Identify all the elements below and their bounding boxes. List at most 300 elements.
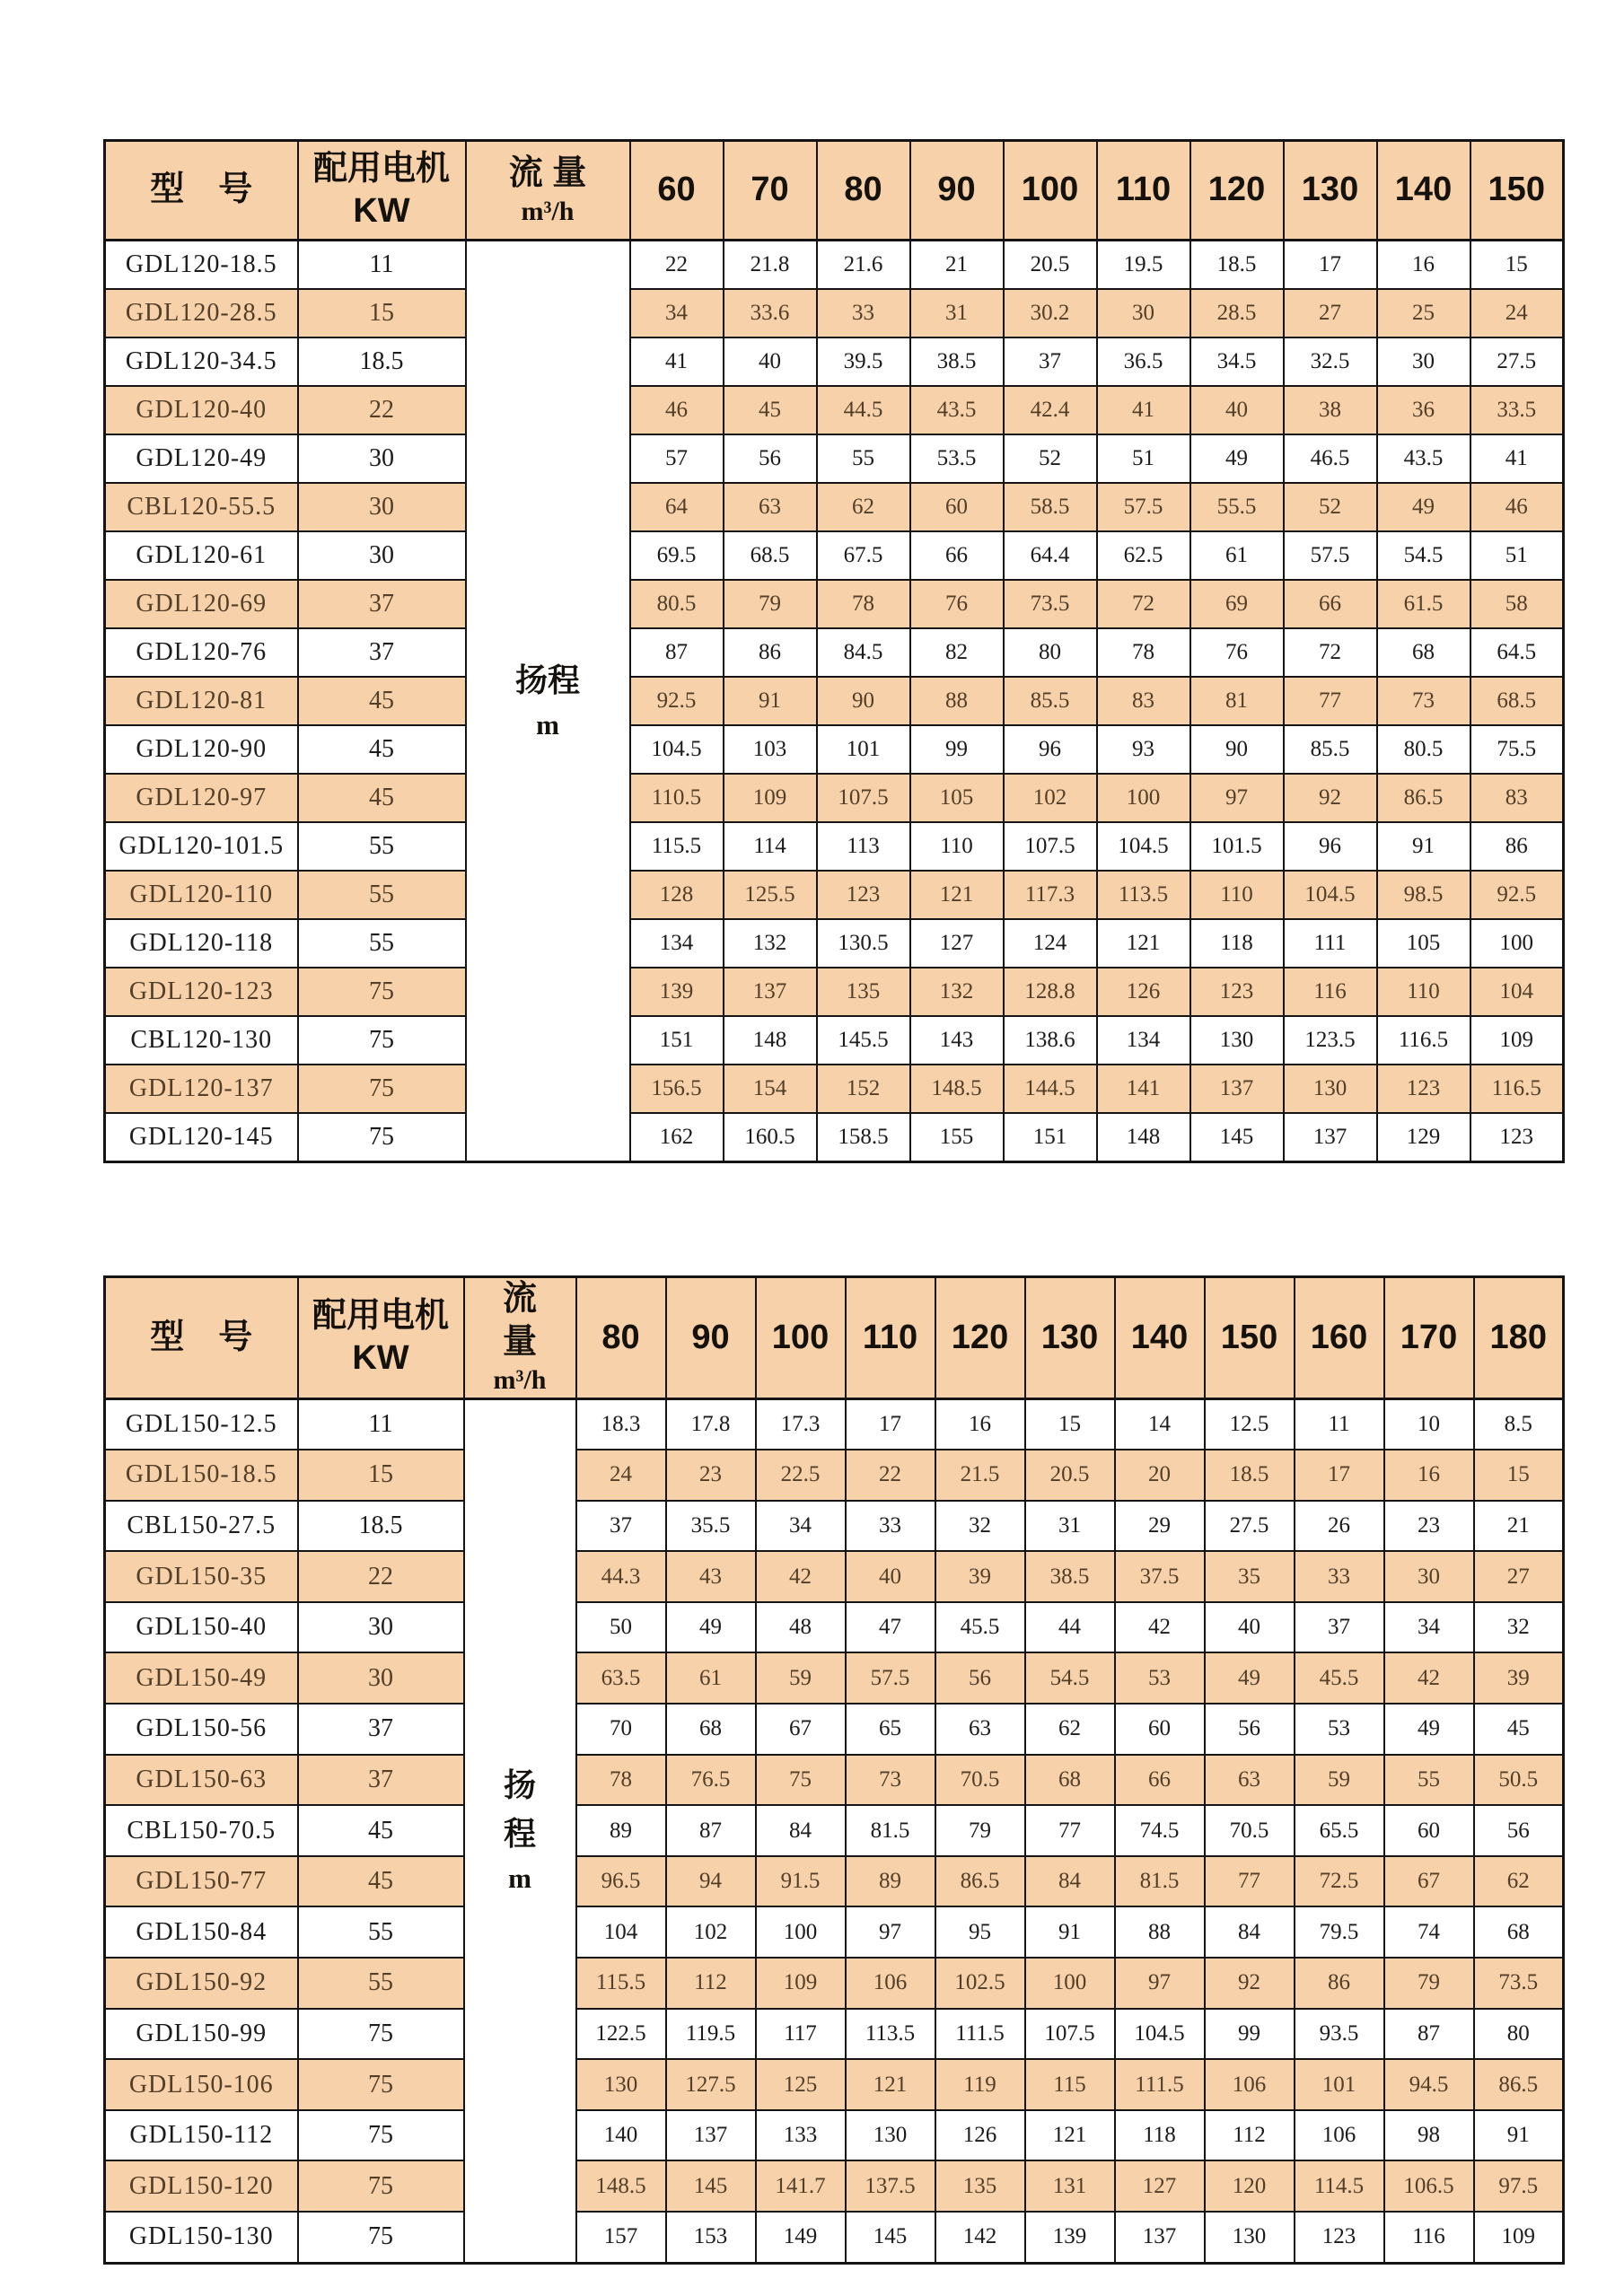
head-value-cell: 126 — [935, 2110, 1025, 2161]
model-cell: GDL120-145 — [105, 1113, 298, 1162]
head-value-cell: 132 — [910, 968, 1004, 1016]
head-value-cell: 158.5 — [817, 1113, 910, 1162]
table-row — [105, 1551, 1564, 1602]
head-value-cell: 67.5 — [817, 531, 910, 580]
head-value-cell: 19.5 — [1097, 241, 1190, 290]
head-value-cell: 129 — [1377, 1113, 1470, 1162]
head-value-cell: 46 — [630, 386, 724, 434]
head-value-cell: 34 — [630, 289, 724, 337]
col-header-flow-80: 80 — [817, 141, 910, 241]
model-cell: GDL120-76 — [105, 628, 298, 677]
col-header-flow-130: 130 — [1025, 1277, 1115, 1399]
head-value-cell: 24 — [1470, 289, 1564, 337]
head-value-cell: 70.5 — [935, 1755, 1025, 1806]
head-value-cell: 86 — [1470, 822, 1564, 871]
head-unit-line: m — [508, 1862, 531, 1895]
pump-table-gdl120 — [103, 139, 1565, 1163]
motor-kw-cell: 11 — [298, 1398, 464, 1450]
head-value-cell: 73 — [1377, 677, 1470, 725]
head-value-cell: 30 — [1097, 289, 1190, 337]
head-value-cell: 63 — [724, 483, 817, 531]
head-value-cell: 104.5 — [1115, 2009, 1205, 2060]
head-value-cell: 118 — [1190, 919, 1284, 968]
head-value-cell: 45.5 — [1295, 1652, 1384, 1704]
head-unit-line: m — [536, 708, 559, 741]
head-value-cell: 87 — [666, 1805, 756, 1856]
head-value-cell: 63 — [935, 1704, 1025, 1755]
head-value-cell: 142 — [935, 2212, 1025, 2263]
head-value-cell: 42 — [756, 1551, 846, 1602]
head-value-cell: 109 — [1474, 2212, 1564, 2263]
head-value-cell: 65 — [846, 1704, 935, 1755]
model-cell: GDL120-101.5 — [105, 822, 298, 871]
head-value-cell: 32 — [1474, 1602, 1564, 1653]
col-header-flow-100: 100 — [756, 1277, 846, 1399]
head-value-cell: 162 — [630, 1113, 724, 1162]
col-header-motor-kw — [298, 141, 466, 241]
head-value-cell: 28.5 — [1190, 289, 1284, 337]
head-value-cell: 52 — [1004, 434, 1097, 483]
head-value-cell: 64 — [630, 483, 724, 531]
head-value-cell: 64.5 — [1470, 628, 1564, 677]
motor-kw-cell: 30 — [298, 434, 466, 483]
head-value-cell: 77 — [1284, 677, 1377, 725]
head-value-cell: 52 — [1284, 483, 1377, 531]
head-value-cell: 42 — [1115, 1602, 1205, 1653]
head-value-cell: 92 — [1205, 1958, 1295, 2009]
col-header-flow-160: 160 — [1295, 1277, 1384, 1399]
head-value-cell: 75 — [756, 1755, 846, 1806]
motor-kw-cell: 37 — [298, 580, 466, 628]
model-cell: GDL120-118 — [105, 919, 298, 968]
head-value-cell: 110 — [1190, 871, 1284, 919]
head-value-cell: 148 — [724, 1016, 817, 1065]
head-value-cell: 119.5 — [666, 2009, 756, 2060]
head-value-cell: 102 — [1004, 774, 1097, 822]
head-value-cell: 23 — [1384, 1501, 1474, 1552]
head-value-cell: 134 — [1097, 1016, 1190, 1065]
head-value-cell: 106 — [1205, 2059, 1295, 2110]
head-value-cell: 101 — [817, 725, 910, 774]
head-value-cell: 77 — [1025, 1805, 1115, 1856]
head-value-cell: 110 — [910, 822, 1004, 871]
head-value-cell: 72 — [1097, 580, 1190, 628]
model-cell: GDL120-123 — [105, 968, 298, 1016]
head-value-cell: 21.8 — [724, 241, 817, 290]
head-value-cell: 130 — [576, 2059, 666, 2110]
head-value-cell: 12.5 — [1205, 1398, 1295, 1450]
motor-kw-cell: 30 — [298, 483, 466, 531]
head-value-cell: 109 — [724, 774, 817, 822]
table-row — [105, 483, 1564, 531]
head-value-cell: 68.5 — [724, 531, 817, 580]
head-value-cell: 80.5 — [630, 580, 724, 628]
head-value-cell: 84.5 — [817, 628, 910, 677]
col-header-flow-180: 180 — [1474, 1277, 1564, 1399]
head-value-cell: 30 — [1377, 337, 1470, 386]
motor-kw-cell: 55 — [298, 919, 466, 968]
head-value-cell: 33 — [817, 289, 910, 337]
head-value-cell: 137 — [666, 2110, 756, 2161]
table-row — [105, 434, 1564, 483]
head-value-cell: 57 — [630, 434, 724, 483]
table-row — [105, 871, 1564, 919]
head-value-cell: 117 — [756, 2009, 846, 2060]
head-value-cell: 62 — [1474, 1856, 1564, 1907]
head-value-cell: 80 — [1474, 2009, 1564, 2060]
motor-kw-cell: 55 — [298, 871, 466, 919]
head-value-cell: 32.5 — [1284, 337, 1377, 386]
head-value-cell: 145 — [666, 2160, 756, 2212]
head-value-cell: 76 — [1190, 628, 1284, 677]
header-line: 配用电机 — [312, 1296, 449, 1335]
head-value-cell: 40 — [846, 1551, 935, 1602]
head-value-cell: 68 — [1025, 1755, 1115, 1806]
head-value-cell: 76 — [910, 580, 1004, 628]
model-cell: CBL150-27.5 — [105, 1501, 298, 1552]
head-value-cell: 21.6 — [817, 241, 910, 290]
header-line: 流 量 — [508, 153, 587, 192]
col-header-flow-70: 70 — [724, 141, 817, 241]
head-value-cell: 23 — [666, 1450, 756, 1501]
head-value-cell: 103 — [724, 725, 817, 774]
head-value-cell: 62.5 — [1097, 531, 1190, 580]
head-value-cell: 36.5 — [1097, 337, 1190, 386]
head-value-cell: 100 — [1470, 919, 1564, 968]
head-value-cell: 91 — [1474, 2110, 1564, 2161]
head-value-cell: 16 — [1377, 241, 1470, 290]
head-value-cell: 17.8 — [666, 1398, 756, 1450]
head-value-cell: 160.5 — [724, 1113, 817, 1162]
head-value-cell: 22.5 — [756, 1450, 846, 1501]
model-cell: GDL120-110 — [105, 871, 298, 919]
head-value-cell: 33.6 — [724, 289, 817, 337]
head-value-cell: 49 — [666, 1602, 756, 1653]
head-value-cell: 41 — [630, 337, 724, 386]
header-line: KW — [352, 1339, 409, 1378]
head-value-cell: 38.5 — [1025, 1551, 1115, 1602]
head-value-cell: 98.5 — [1377, 871, 1470, 919]
model-cell: GDL150-56 — [105, 1704, 298, 1755]
head-value-cell: 128.8 — [1004, 968, 1097, 1016]
table-row — [105, 1398, 1564, 1450]
head-value-cell: 156.5 — [630, 1065, 724, 1113]
head-value-cell: 33 — [1295, 1551, 1384, 1602]
motor-kw-cell: 30 — [298, 531, 466, 580]
head-value-cell: 134 — [630, 919, 724, 968]
head-value-cell: 44.3 — [576, 1551, 666, 1602]
head-value-cell: 57.5 — [846, 1652, 935, 1704]
head-value-cell: 50.5 — [1474, 1755, 1564, 1806]
head-value-cell: 21 — [910, 241, 1004, 290]
head-value-cell: 83 — [1470, 774, 1564, 822]
head-value-cell: 100 — [756, 1906, 846, 1958]
head-value-cell: 126 — [1097, 968, 1190, 1016]
head-value-cell: 137 — [1190, 1065, 1284, 1113]
head-value-cell: 123 — [1190, 968, 1284, 1016]
head-value-cell: 119 — [935, 2059, 1025, 2110]
col-header-flow-80: 80 — [576, 1277, 666, 1399]
head-value-cell: 53.5 — [910, 434, 1004, 483]
head-value-cell: 74 — [1384, 1906, 1474, 1958]
head-value-cell: 101.5 — [1190, 822, 1284, 871]
head-value-cell: 15 — [1470, 241, 1564, 290]
head-value-cell: 16 — [935, 1398, 1025, 1450]
head-unit-line: 扬程 — [514, 661, 580, 698]
head-value-cell: 49 — [1384, 1704, 1474, 1755]
head-value-cell: 98 — [1384, 2110, 1474, 2161]
table-row — [105, 2059, 1564, 2110]
table-row — [105, 1755, 1564, 1806]
head-value-cell: 43.5 — [910, 386, 1004, 434]
head-value-cell: 29 — [1115, 1501, 1205, 1552]
head-value-cell: 113 — [817, 822, 910, 871]
motor-kw-cell: 75 — [298, 1016, 466, 1065]
head-value-cell: 107.5 — [1004, 822, 1097, 871]
head-value-cell: 122.5 — [576, 2009, 666, 2060]
table-row — [105, 1501, 1564, 1552]
head-value-cell: 137 — [724, 968, 817, 1016]
head-value-cell: 63 — [1205, 1755, 1295, 1806]
header-line: 配用电机 — [312, 149, 450, 188]
head-value-cell: 148.5 — [576, 2160, 666, 2212]
motor-kw-cell: 45 — [298, 1805, 464, 1856]
head-value-cell: 56 — [935, 1652, 1025, 1704]
head-value-cell: 68 — [1377, 628, 1470, 677]
table-row — [105, 1113, 1564, 1162]
head-value-cell: 84 — [1025, 1856, 1115, 1907]
head-value-cell: 58 — [1470, 580, 1564, 628]
head-value-cell: 100 — [1097, 774, 1190, 822]
head-value-cell: 92 — [1284, 774, 1377, 822]
head-value-cell: 107.5 — [1025, 2009, 1115, 2060]
head-value-cell: 46 — [1470, 483, 1564, 531]
table-row — [105, 580, 1564, 628]
head-value-cell: 123 — [1377, 1065, 1470, 1113]
head-value-cell: 61.5 — [1377, 580, 1470, 628]
head-value-cell: 95 — [935, 1906, 1025, 1958]
head-value-cell: 115.5 — [576, 1958, 666, 2009]
head-value-cell: 130 — [1205, 2212, 1295, 2263]
head-value-cell: 104.5 — [630, 725, 724, 774]
head-value-cell: 123 — [1295, 2212, 1384, 2263]
head-value-cell: 18.5 — [1190, 241, 1284, 290]
head-value-cell: 69.5 — [630, 531, 724, 580]
model-cell: GDL150-84 — [105, 1906, 298, 1958]
header-line: m³/h — [521, 197, 575, 226]
head-value-cell: 88 — [910, 677, 1004, 725]
head-value-cell: 100 — [1025, 1958, 1115, 2009]
table-row — [105, 289, 1564, 337]
head-value-cell: 20.5 — [1025, 1450, 1115, 1501]
table-row — [105, 1958, 1564, 2009]
head-value-cell: 11 — [1295, 1398, 1384, 1450]
head-value-cell: 73.5 — [1474, 1958, 1564, 2009]
head-value-cell: 127 — [910, 919, 1004, 968]
head-unit-merged-cell — [466, 241, 630, 1162]
head-value-cell: 41 — [1470, 434, 1564, 483]
head-value-cell: 106 — [846, 1958, 935, 2009]
head-value-cell: 110.5 — [630, 774, 724, 822]
head-value-cell: 51 — [1470, 531, 1564, 580]
head-value-cell: 88 — [1115, 1906, 1205, 1958]
head-value-cell: 139 — [630, 968, 724, 1016]
motor-kw-cell: 75 — [298, 968, 466, 1016]
model-cell: GDL120-40 — [105, 386, 298, 434]
head-value-cell: 149 — [756, 2212, 846, 2263]
head-value-cell: 116 — [1384, 2212, 1474, 2263]
head-value-cell: 69 — [1190, 580, 1284, 628]
col-header-model: 型 号 — [105, 1277, 298, 1399]
head-value-cell: 111.5 — [935, 2009, 1025, 2060]
head-value-cell: 85.5 — [1284, 725, 1377, 774]
head-value-cell: 87 — [630, 628, 724, 677]
head-value-cell: 66 — [1115, 1755, 1205, 1806]
head-value-cell: 130 — [846, 2110, 935, 2161]
table-row — [105, 968, 1564, 1016]
head-value-cell: 54.5 — [1377, 531, 1470, 580]
head-value-cell: 113.5 — [1097, 871, 1190, 919]
motor-kw-cell: 75 — [298, 2059, 464, 2110]
head-value-cell: 109 — [1470, 1016, 1564, 1065]
head-value-cell: 16 — [1384, 1450, 1474, 1501]
head-value-cell: 91 — [724, 677, 817, 725]
head-unit-line: 扬 — [503, 1766, 536, 1804]
col-header-flow-100: 100 — [1004, 141, 1097, 241]
head-value-cell: 79 — [935, 1805, 1025, 1856]
head-value-cell: 92.5 — [630, 677, 724, 725]
motor-kw-cell: 11 — [298, 241, 466, 290]
model-cell: GDL150-77 — [105, 1856, 298, 1907]
head-value-cell: 131 — [1025, 2160, 1115, 2212]
table-row — [105, 1856, 1564, 1907]
motor-kw-cell: 30 — [298, 1652, 464, 1704]
motor-kw-cell: 37 — [298, 1755, 464, 1806]
head-value-cell: 34 — [1384, 1602, 1474, 1653]
col-header-flow-90: 90 — [910, 141, 1004, 241]
motor-kw-cell: 45 — [298, 774, 466, 822]
head-value-cell: 145 — [846, 2212, 935, 2263]
head-value-cell: 47 — [846, 1602, 935, 1653]
model-cell: CBL150-70.5 — [105, 1805, 298, 1856]
head-value-cell: 81.5 — [1115, 1856, 1205, 1907]
head-value-cell: 118 — [1115, 2110, 1205, 2161]
table-row — [105, 386, 1564, 434]
head-value-cell: 85.5 — [1004, 677, 1097, 725]
col-header-flow-110: 110 — [1097, 141, 1190, 241]
head-value-cell: 33 — [846, 1501, 935, 1552]
head-value-cell: 77 — [1205, 1856, 1295, 1907]
model-cell: GDL120-61 — [105, 531, 298, 580]
head-value-cell: 84 — [756, 1805, 846, 1856]
head-value-cell: 39.5 — [817, 337, 910, 386]
head-value-cell: 151 — [1004, 1113, 1097, 1162]
head-value-cell: 143 — [910, 1016, 1004, 1065]
table-row — [105, 1704, 1564, 1755]
head-value-cell: 51 — [1097, 434, 1190, 483]
head-value-cell: 117.3 — [1004, 871, 1097, 919]
head-value-cell: 86 — [724, 628, 817, 677]
head-value-cell: 27.5 — [1205, 1501, 1295, 1552]
head-value-cell: 49 — [1377, 483, 1470, 531]
head-value-cell: 18.5 — [1205, 1450, 1295, 1501]
head-value-cell: 102.5 — [935, 1958, 1025, 2009]
head-value-cell: 86 — [1295, 1958, 1384, 2009]
motor-kw-cell: 75 — [298, 1065, 466, 1113]
head-value-cell: 137 — [1115, 2212, 1205, 2263]
head-value-cell: 81.5 — [846, 1805, 935, 1856]
head-value-cell: 86.5 — [935, 1856, 1025, 1907]
col-header-flow-170: 170 — [1384, 1277, 1474, 1399]
col-header-flow-150: 150 — [1205, 1277, 1295, 1399]
head-value-cell: 17 — [846, 1398, 935, 1450]
head-value-cell: 79 — [1384, 1958, 1474, 2009]
model-cell: GDL150-18.5 — [105, 1450, 298, 1501]
head-value-cell: 91.5 — [756, 1856, 846, 1907]
head-value-cell: 116.5 — [1377, 1016, 1470, 1065]
head-value-cell: 17 — [1295, 1450, 1384, 1501]
head-value-cell: 89 — [576, 1805, 666, 1856]
model-cell: GDL150-112 — [105, 2110, 298, 2161]
head-value-cell: 93 — [1097, 725, 1190, 774]
header-row — [105, 1277, 1564, 1399]
head-value-cell: 21.5 — [935, 1450, 1025, 1501]
head-value-cell: 111 — [1284, 919, 1377, 968]
head-value-cell: 27.5 — [1470, 337, 1564, 386]
motor-kw-cell: 18.5 — [298, 337, 466, 386]
head-value-cell: 94 — [666, 1856, 756, 1907]
head-value-cell: 68 — [666, 1704, 756, 1755]
head-value-cell: 42 — [1384, 1652, 1474, 1704]
table-row — [105, 1805, 1564, 1856]
head-value-cell: 39 — [1474, 1652, 1564, 1704]
head-value-cell: 97 — [1190, 774, 1284, 822]
head-value-cell: 124 — [1004, 919, 1097, 968]
head-value-cell: 30.2 — [1004, 289, 1097, 337]
head-value-cell: 35 — [1205, 1551, 1295, 1602]
head-value-cell: 113.5 — [846, 2009, 935, 2060]
head-value-cell: 151 — [630, 1016, 724, 1065]
head-value-cell: 94.5 — [1384, 2059, 1474, 2110]
motor-kw-cell: 15 — [298, 1450, 464, 1501]
model-cell: GDL120-69 — [105, 580, 298, 628]
head-value-cell: 31 — [1025, 1501, 1115, 1552]
col-header-flow-110: 110 — [846, 1277, 935, 1399]
head-value-cell: 96 — [1004, 725, 1097, 774]
head-value-cell: 34 — [756, 1501, 846, 1552]
head-value-cell: 53 — [1115, 1652, 1205, 1704]
head-value-cell: 157 — [576, 2212, 666, 2263]
motor-kw-cell: 55 — [298, 1906, 464, 1958]
head-value-cell: 35.5 — [666, 1501, 756, 1552]
model-cell: GDL150-49 — [105, 1652, 298, 1704]
head-value-cell: 40 — [724, 337, 817, 386]
table-row — [105, 1906, 1564, 1958]
motor-kw-cell: 22 — [298, 386, 466, 434]
head-value-cell: 65.5 — [1295, 1805, 1384, 1856]
head-value-cell: 10 — [1384, 1398, 1474, 1450]
motor-kw-cell: 15 — [298, 289, 466, 337]
head-value-cell: 90 — [817, 677, 910, 725]
model-cell: GDL150-120 — [105, 2160, 298, 2212]
head-value-cell: 39 — [935, 1551, 1025, 1602]
head-value-cell: 92.5 — [1470, 871, 1564, 919]
head-value-cell: 55 — [1384, 1755, 1474, 1806]
head-value-cell: 25 — [1377, 289, 1470, 337]
head-value-cell: 73 — [846, 1755, 935, 1806]
head-value-cell: 86.5 — [1474, 2059, 1564, 2110]
head-value-cell: 96 — [1284, 822, 1377, 871]
